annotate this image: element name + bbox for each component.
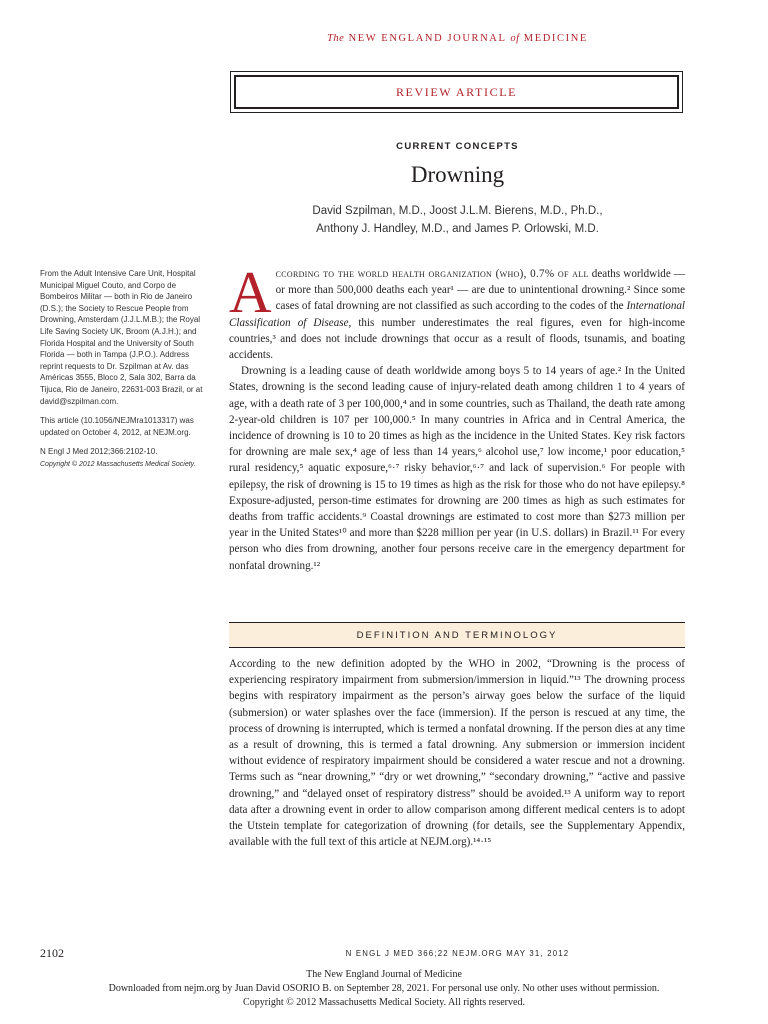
affiliations: From the Adult Intensive Care Unit, Hospital Municipal Miguel Couto, and Corpo de Bombeiros Militar — both in Rio de Janeiro (D.S.); the Society to Rescue People from Drowning, Amsterdam (J.J.L.M.B.); the Royal Life Saving Society UK, Broom (A.J.H.); and Florida Hospital and the University of South Florida — both in Tampa (J.P.O.). Address reprint requests to Dr. Szpilman at Av. das Américas 3555, Bloco 2, Sala 302, Barra da Tijuca, Rio de Janeiro, 22631-003 Brazil, or at david@szpilman.com. xyxy=(40,269,203,406)
author-line-2: Anthony J. Handley, M.D., and James P. Orlowski, M.D. xyxy=(316,223,599,235)
article-sidebar xyxy=(40,268,206,479)
author-list xyxy=(230,202,685,238)
journal-header-the: The xyxy=(327,33,345,44)
page-number: 2102 xyxy=(40,946,64,960)
sidebar-copyright: Copyright © 2012 Massachusetts Medical Society. xyxy=(40,460,196,468)
journal-header xyxy=(230,33,685,44)
update-note: This article (10.1056/NEJMra1013317) was updated on October 4, 2012, at NEJM.org. xyxy=(40,416,194,437)
article-title: Drowning xyxy=(410,162,505,187)
journal-header-medicine: MEDICINE xyxy=(523,33,588,44)
rights-line: Copyright © 2012 Massachusetts Medical Society. All rights reserved. xyxy=(243,996,525,1008)
intro-paragraph-2: Drowning is a leading cause of death worldwide among boys 5 to 14 years of age.² In the United States, drowning is the second leading cause of injury-related death among children 1 to 4 years of age, with a death rate of 3 per 100,000,⁴ and in some countries, such as Thailand, the death rate among 2-year-old children is 107 per 100,000.⁵ In many countries in Africa and in Central America, the incidence of drowning is 10 to 20 times as high as the incidence in the United States. Key risk factors for drowning are male sex,⁴ age of less than 14 years,⁶ alcohol use,⁷ low income,¹ poor education,⁵ rural residency,⁵ aquatic exposure,⁶·⁷ risky behavior,⁶·⁷ and lack of supervision.⁶ For people with epilepsy, the risk of drowning is 15 to 19 times as high as the risk for those who do not have epilepsy.⁸ Exposure-adjusted, person-time estimates for drowning are 200 times as high as such estimates for deaths from traffic accidents.⁹ Coastal drownings are estimated to cost more than $273 million per year in the United States¹⁰ and more than $228 million per year (in U.S. dollars) in Brazil.¹¹ For every person who dies from drowning, another four persons receive care in the emergency department for nonfatal drowning.¹² xyxy=(229,365,685,572)
article-type-box xyxy=(230,71,683,113)
intro-section xyxy=(229,259,686,574)
download-line: Downloaded from nejm.org by Juan David OSORIO B. on September 28, 2021. For personal use only. No other uses without permission. xyxy=(108,982,660,994)
series-label: CURRENT CONCEPTS xyxy=(396,141,519,152)
publisher-line: The New England Journal of Medicine xyxy=(306,969,462,980)
intro-paragraph-1 xyxy=(229,259,686,363)
definition-section xyxy=(229,656,685,850)
author-line-1: David Szpilman, M.D., Joost J.L.M. Bierens, M.D., Ph.D., xyxy=(312,205,603,217)
intro-p1-text: deaths worldwide — or more than 500,000 deaths each year¹ — are due to unintentional drowning.² Since some cases of fatal drowning are not classified as such according to the codes of the xyxy=(275,268,686,313)
journal-header-name: NEW ENGLAND JOURNAL xyxy=(348,33,507,44)
drop-cap: A xyxy=(229,259,272,325)
citation: N Engl J Med 2012;366:2102-10. xyxy=(40,447,158,457)
footer-journal-line: N ENGL J MED 366;22 NEJM.ORG MAY 31, 2012 xyxy=(345,949,570,958)
download-notice xyxy=(0,968,768,1009)
article-type-label: REVIEW ARTICLE xyxy=(234,75,679,109)
section-heading-definition: DEFINITION AND TERMINOLOGY xyxy=(229,622,685,648)
intro-p1-end: , this number underestimates the real figures, even for high-income countries,³ and does not include drownings that occur as a result of floods, tsunamis, and boating accidents. xyxy=(229,316,685,362)
icd-title: International Classification of Disease xyxy=(229,300,685,329)
definition-paragraph: According to the new definition adopted by the WHO in 2002, “Drowning is the process of experiencing respiratory impairment from submersion/immersion in liquid.”¹³ The drowning process begins with respiratory impairment as the person’s airway goes below the surface of the liquid (submersion) or water splashes over the face (immersion). If the person is rescued at any time, the process of drowning is interrupted, which is termed a nonfatal drowning. If the person dies at any time as a result of drowning, this is termed a fatal drowning. Any submersion or immersion incident without evidence of respiratory impairment should be considered a water rescue and not a drowning. Terms such as “near drowning,” “dry or wet drowning,” “secondary drowning,” “active and passive drowning,” and “delayed onset of respiratory distress” should be avoided.¹³ A uniform way to report data after a drowning event in order to allow comparison among different medical centers is to adopt the Utstein template for categorization of drowning (for details, see the Supplementary Appendix, available with the full text of this article at NEJM.org).¹⁴·¹⁵ xyxy=(229,658,685,849)
journal-header-of: of xyxy=(510,33,520,44)
lead-in-smallcaps: ccording to the world health organization (who), 0.7% of all xyxy=(275,268,589,280)
